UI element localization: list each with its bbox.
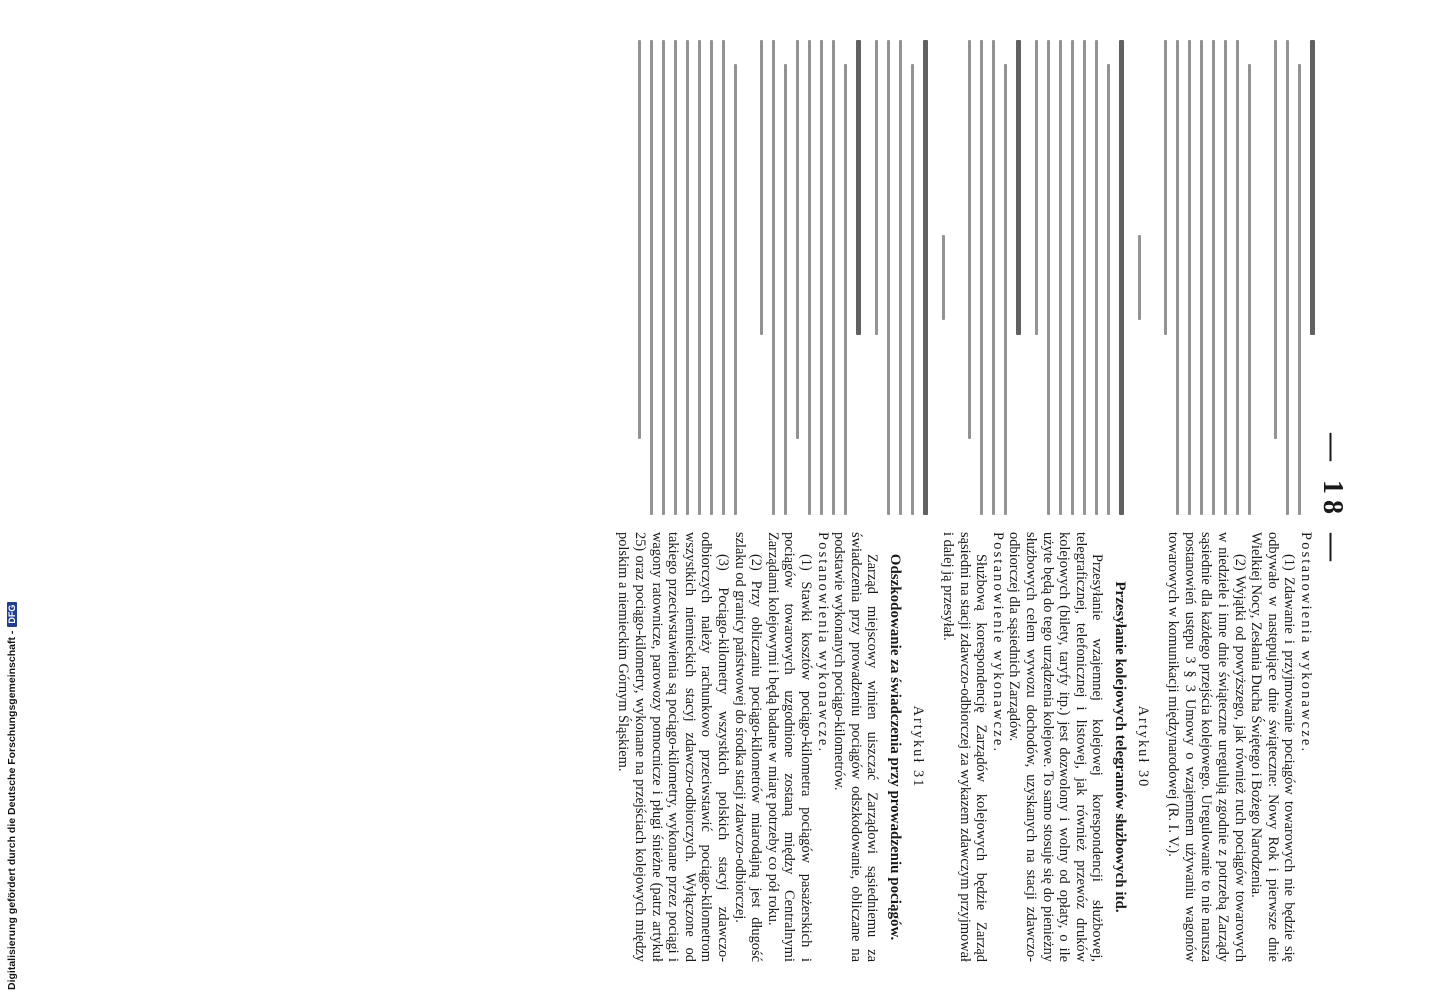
section-heading: Postanowienia wykonawcze. [814,532,831,754]
german-heading-line [1119,40,1124,515]
german-text-line [650,40,653,515]
german-text-line [1059,40,1062,515]
paragraph: (1) Stawki kosztów pociągo-kilometra pociągów pasażerskich i pociągów towarowych uzgodnione zostaną między Centralnymi Zarządami kolejowymi i będą badane w miarę potrzeby co pół roku. [764,532,814,962]
paragraph: Przesyłanie wzajemnej kolejowej korespondencji służbowej, telegraficznej, telefonicznej i listowej, jak również przewóz druków kolejowych (bilety, taryfy itp.) jest dozwolony i wolny od opłaty, o ile użyte będą do tego urządzenia kolejowe. To samo stosuje się do pienieżny służbowych celem wywozu dochodów, uzyskanych na stacji zdawczo-odbiorczej dla sąsiednich Zarządów. [1006,532,1106,962]
german-text-line [1095,40,1098,515]
german-text-line [796,40,799,439]
german-text-line [911,64,914,515]
german-text-line [875,40,878,335]
german-text-line [899,40,902,515]
paragraph: (1) Zdawanie i przyjmowanie pociągów towarowych nie będzie się odbywało w następujące dnie świąteczne: Nowy Rok i pierwsze dnie Wielkiej Nocy, Zesłania Ducha Świętego i Bożego Narodzenia. [1248,532,1298,962]
german-text-line [1200,40,1203,515]
german-text-line [1274,40,1277,439]
german-text-line [1004,64,1007,515]
german-text-line [1224,40,1227,515]
german-text-line [772,40,775,515]
german-text-line [1071,40,1074,515]
german-heading-line [1016,40,1021,335]
german-text-line [808,40,811,515]
german-text-line [968,40,971,439]
german-article-line [1138,235,1141,321]
german-text-line [1176,40,1179,515]
german-text-line [844,64,847,515]
german-text-line [734,64,737,515]
german-text-line [1236,40,1239,515]
paragraph: Służbową korespondencję Zarządów kolejowych będzie Zarząd sąsiedni na stacji zdawczo-odbiorczej za wykazem zdawczym przyjmował i dalej ją przesyłał. [940,532,990,962]
german-heading-line [856,40,861,335]
german-text-line [722,40,725,515]
german-heading-line [923,40,928,515]
paragraph: Zarząd miejscowy winien uiszczać Zarządowi sąsiedniemu za świadczenia przy prowadzeniu pociągów odszkodowanie, obliczane na podstawie wykonanych pociągo-kilometrów. [831,532,881,962]
german-text-line [980,40,983,515]
section-heading: Postanowienia wykonawcze. [1298,532,1314,754]
german-text-column [89,40,1329,515]
article-label: Artykuł 31 [909,705,926,789]
german-text-line [1248,64,1251,515]
german-text-line [1164,40,1167,335]
german-text-line [820,40,823,515]
paragraph: (3) Pociągo-kilometry wszystkich polskich stacyj zdawczo-odbiorczych należy rachunkowo przeciwstawić pociągo-kilometrom wszystkich niemieckich stacyj zdawczo-odbiorczych. Wyłączone od takiego przeciwstawienia są pociągo-kilometry, wykonane przez pociągi i wagony ratownicze, parowozy pomocnicze i pługi śnieżne (patrz artykuł 25) oraz pociągo-kilometry, wykonane na przejściach kolejowych między polskim a niemieckim Górnym Śląskiem. [615,532,731,962]
german-text-line [710,40,713,515]
dfg-logo: DFG [7,602,17,627]
german-text-line [638,40,641,439]
article-label: Artykuł 30 [1134,705,1151,789]
german-text-line [1286,40,1289,515]
german-article-line [942,235,945,321]
polish-text-column [615,532,1314,962]
paragraph: (2) Przy obliczaniu pociągo-kilometrów miarodajną jest długość szlaku od granicy państwowej do środka stacji zdawczo-odbiorczej. [731,532,765,962]
german-text-line [1107,64,1110,515]
german-text-line [698,40,701,515]
german-text-line [662,40,665,515]
paragraph: (2) Wyjątki od powyższego, jak również ruch pociągów towarowych w niedziele i inne dnie świąteczne uregulują zgodnie z potrzebą Zarządy sąsiednie dla każdego przejścia kolejowego. Uregulowanie to nie narusza postanowień ustępu 3 § 3 Umowy o wzajemnem używaniu wagonów towarowych w komunikacji międzynarodowej (R. I. V.). [1165,532,1248,962]
german-text-line [760,40,763,335]
german-text-line [1035,40,1038,335]
german-text-line [784,64,787,515]
article-title: Przesyłanie kolejowych telegramów służbowych itd. [1112,581,1129,913]
german-text-line [1188,40,1191,515]
german-text-line [1212,40,1215,515]
german-text-line [686,40,689,515]
german-text-line [887,40,890,515]
section-heading: Postanowienie wykonawcze. [989,532,1006,754]
german-text-line [992,40,995,515]
german-text-line [1047,40,1050,515]
article-title: Odszkodowanie za świadczenia przy prowadzeniu pociągów. [886,553,903,941]
page-number: — 18 — [1317,433,1348,567]
german-heading-line [1310,40,1315,335]
german-text-line [1083,40,1086,515]
german-text-line [1298,64,1301,515]
german-text-line [674,40,677,515]
credit-text: Digitalisierung gefördert durch die Deutsche Forschungsgemeinschaft - [6,630,18,990]
german-text-line [832,40,835,515]
